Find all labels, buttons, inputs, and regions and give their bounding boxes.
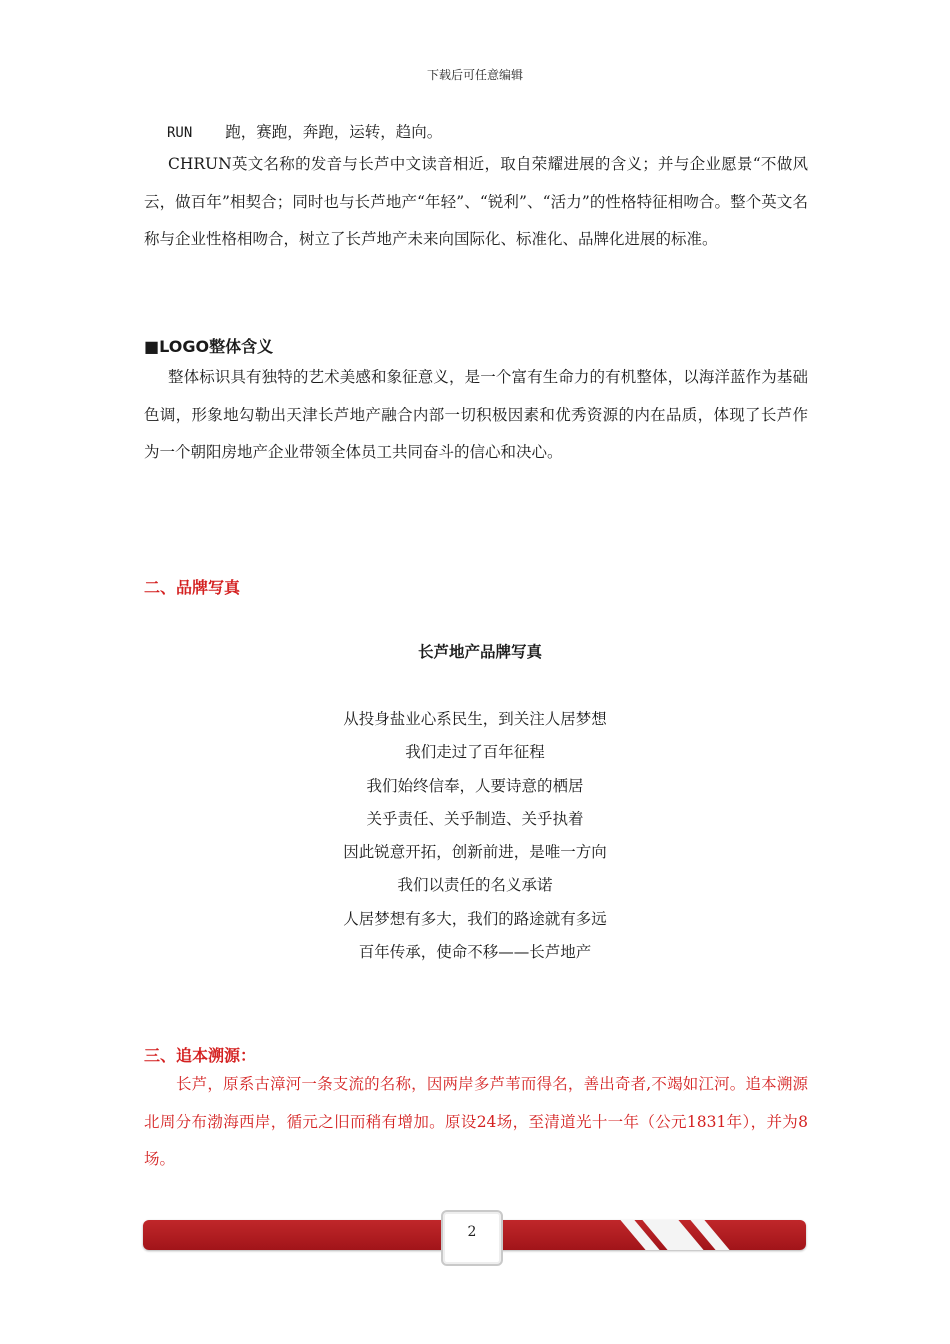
brand-poem-title: 长芦地产品牌写真 xyxy=(417,643,542,661)
header-note: 下载后可任意编辑 xyxy=(426,68,523,82)
poem-line: 从投身盐业心系民生，到关注人居梦想 xyxy=(343,710,607,728)
run-word: RUN xyxy=(167,125,193,141)
run-meaning: 跑，赛跑，奔跑，运转，趋向。 xyxy=(225,123,443,141)
section2-heading: 二、品牌写真 xyxy=(144,578,241,597)
brand-poem xyxy=(0,703,950,969)
poem-line: 人居梦想有多大，我们的路途就有多远 xyxy=(343,909,607,928)
poem-line: 我们走过了百年征程 xyxy=(405,743,545,762)
poem-line: 因此锐意开拓，创新前进，是唯一方向 xyxy=(343,843,607,862)
page-number: 2 xyxy=(441,1210,503,1266)
poem-line: 我们始终信奉，人要诗意的栖居 xyxy=(366,776,584,795)
logo-paragraph: 整体标识具有独特的艺术美感和象征意义，是一个富有生命力的有机整体，以海洋蓝作为基础色调，形象地勾勒出天津长芦地产融合内部一切积极因素和优秀资源的内在品质，体现了长芦作为一个朝阳房地产企业带领全体员工共同奋斗的信心和决心。 xyxy=(144,368,808,461)
section3-paragraph: 长芦，原系古漳河一条支流的名称，因两岸多芦苇而得名，善出奇者,不竭如江河。追本溯源北周分布渤海西岸，循元之旧而稍有增加。原设24场，至清道光十一年（公元1831年），并为8场。 xyxy=(144,1075,808,1168)
poem-line: 关乎责任、关乎制造、关乎执着 xyxy=(366,809,584,828)
poem-line: 百年传承，使命不移——长芦地产 xyxy=(358,943,592,962)
poem-line: 我们以责任的名义承诺 xyxy=(397,876,553,895)
section3-heading: 三、追本溯源： xyxy=(144,1046,257,1065)
run-line xyxy=(167,118,442,147)
logo-heading: ■LOGO整体含义 xyxy=(144,337,274,356)
chrun-paragraph: CHRUN英文名称的发音与长芦中文读音相近，取自荣耀进展的含义；并与企业愿景“不做风云，做百年”相契合；同时也与长芦地产“年轻”、“锐利”、“活力”的性格特征相吻合。整个英文名称与企业性格相吻合，树立了长芦地产未来向国际化、标准化、品牌化进展的标准。 xyxy=(144,155,808,248)
